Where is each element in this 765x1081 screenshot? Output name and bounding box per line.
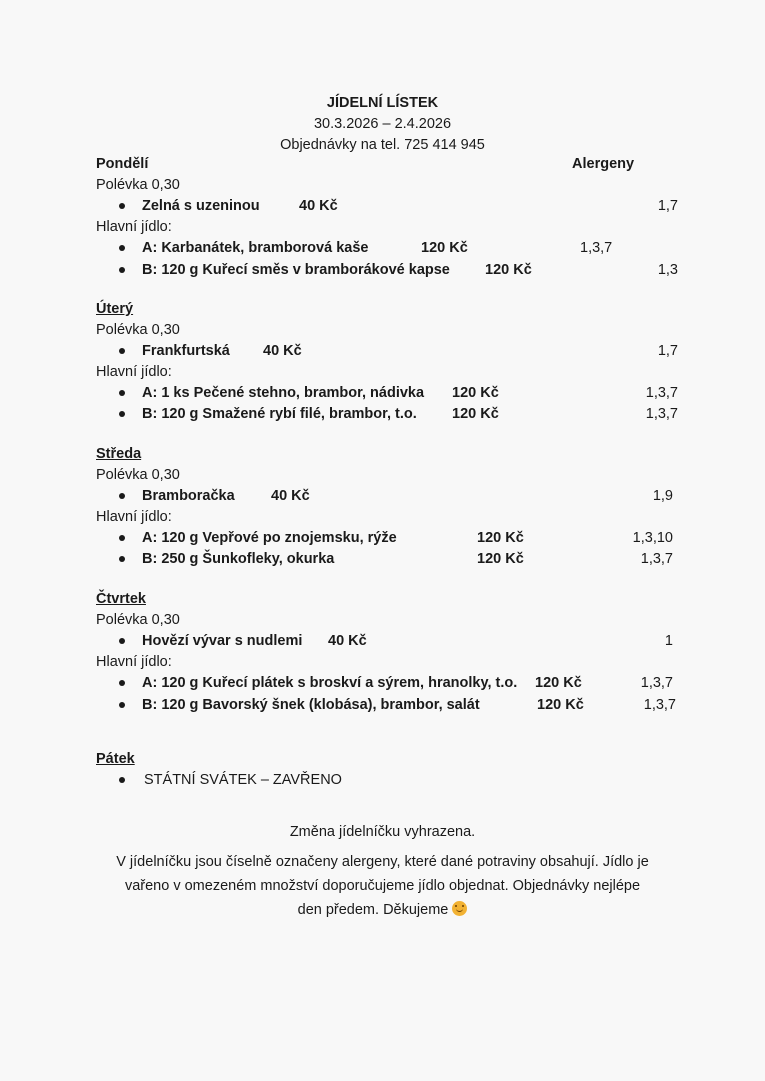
thursday-main-a-allergens: 1,3,7 [640, 675, 673, 691]
tuesday-soup-price: 40 Kč [263, 343, 302, 359]
bullet-icon [119, 638, 125, 644]
bullet-icon [119, 390, 125, 396]
day-tuesday: Úterý [96, 301, 134, 317]
bullet-icon [119, 535, 125, 541]
main-label: Hlavní jídlo: [96, 509, 172, 525]
bullet-icon [119, 680, 125, 686]
allergen-note-line-3 [0, 899, 765, 922]
soup-label: Polévka 0,30 [96, 467, 180, 483]
bullet-icon [119, 777, 125, 783]
thursday-main-b-name: B: 120 g Bavorský šnek (klobása), brambor, salát [142, 697, 480, 713]
wednesday-soup-name: Bramboračka [142, 488, 235, 504]
tuesday-soup-allergens: 1,7 [657, 343, 678, 359]
monday-main-b-allergens: 1,3 [657, 262, 678, 278]
wednesday-main-b-name: B: 250 g Šunkofleky, okurka [142, 551, 335, 567]
thursday-soup-allergens: 1 [664, 633, 673, 649]
allergen-note-line-2: vařeno v omezeném množství doporučujeme jídlo objednat. Objednávky nejlépe [124, 878, 641, 894]
wednesday-soup-price: 40 Kč [271, 488, 310, 504]
main-label: Hlavní jídlo: [96, 364, 172, 380]
thursday-soup-name: Hovězí vývar s nudlemi [142, 633, 303, 649]
soup-label: Polévka 0,30 [96, 322, 180, 338]
wednesday-main-b-allergens: 1,3,7 [640, 551, 673, 567]
menu-title: JÍDELNÍ LÍSTEK [326, 95, 439, 111]
bullet-icon [119, 245, 125, 251]
wednesday-main-a-price: 120 Kč [477, 530, 524, 546]
bullet-icon [119, 702, 125, 708]
bullet-icon [119, 203, 125, 209]
tuesday-main-b-name: B: 120 g Smažené rybí filé, brambor, t.o. [142, 406, 417, 422]
friday-notice: STÁTNÍ SVÁTEK – ZAVŘENO [144, 772, 342, 788]
tuesday-soup-name: Frankfurtská [142, 343, 230, 359]
menu-change-note: Změna jídelníčku vyhrazena. [289, 824, 476, 840]
wednesday-main-a-name: A: 120 g Vepřové po znojemsku, rýže [142, 530, 397, 546]
monday-main-b-name: B: 120 g Kuřecí směs v bramborákové kapse [142, 262, 450, 278]
day-friday: Pátek [96, 751, 135, 767]
tuesday-main-a-price: 120 Kč [452, 385, 499, 401]
monday-main-a-price: 120 Kč [421, 240, 468, 256]
day-wednesday: Středa [96, 446, 142, 462]
day-monday: Pondělí [96, 156, 149, 172]
monday-soup-name: Zelná s uzeninou [142, 198, 260, 214]
wednesday-soup-allergens: 1,9 [652, 488, 673, 504]
thanks-text: den předem. Děkujeme [297, 902, 449, 918]
wednesday-main-b-price: 120 Kč [477, 551, 524, 567]
smiley-icon [452, 901, 467, 916]
monday-soup-allergens: 1,7 [657, 198, 678, 214]
bullet-icon [119, 267, 125, 273]
bullet-icon [119, 556, 125, 562]
monday-main-a-allergens: 1,3,7 [580, 240, 613, 256]
soup-label: Polévka 0,30 [96, 612, 180, 628]
allergen-note-line-1: V jídelníčku jsou číselně označeny alergeny, které dané potraviny obsahují. Jídlo je [116, 854, 649, 870]
monday-soup-price: 40 Kč [299, 198, 338, 214]
main-label: Hlavní jídlo: [96, 654, 172, 670]
bullet-icon [119, 348, 125, 354]
main-label: Hlavní jídlo: [96, 219, 172, 235]
bullet-icon [119, 411, 125, 417]
tuesday-main-b-price: 120 Kč [452, 406, 499, 422]
thursday-main-a-price: 120 Kč [535, 675, 582, 691]
wednesday-main-a-allergens: 1,3,10 [632, 530, 673, 546]
allergens-heading: Alergeny [572, 156, 635, 172]
day-thursday: Čtvrtek [96, 591, 146, 607]
monday-main-a-name: A: Karbanátek, bramborová kaše [142, 240, 369, 256]
thursday-main-a-name: A: 120 g Kuřecí plátek s broskví a sýrem, hranolky, t.o. [142, 675, 518, 691]
monday-main-b-price: 120 Kč [485, 262, 532, 278]
soup-label: Polévka 0,30 [96, 177, 180, 193]
menu-dates: 30.3.2026 – 2.4.2026 [313, 116, 452, 132]
bullet-icon [119, 493, 125, 499]
order-phone: Objednávky na tel. 725 414 945 [280, 137, 485, 153]
tuesday-main-a-allergens: 1,3,7 [645, 385, 678, 401]
tuesday-main-b-allergens: 1,3,7 [645, 406, 678, 422]
tuesday-main-a-name: A: 1 ks Pečené stehno, brambor, nádivka [142, 385, 425, 401]
thursday-soup-price: 40 Kč [328, 633, 367, 649]
thursday-main-b-allergens: 1,3,7 [643, 697, 676, 713]
thursday-main-b-price: 120 Kč [537, 697, 584, 713]
